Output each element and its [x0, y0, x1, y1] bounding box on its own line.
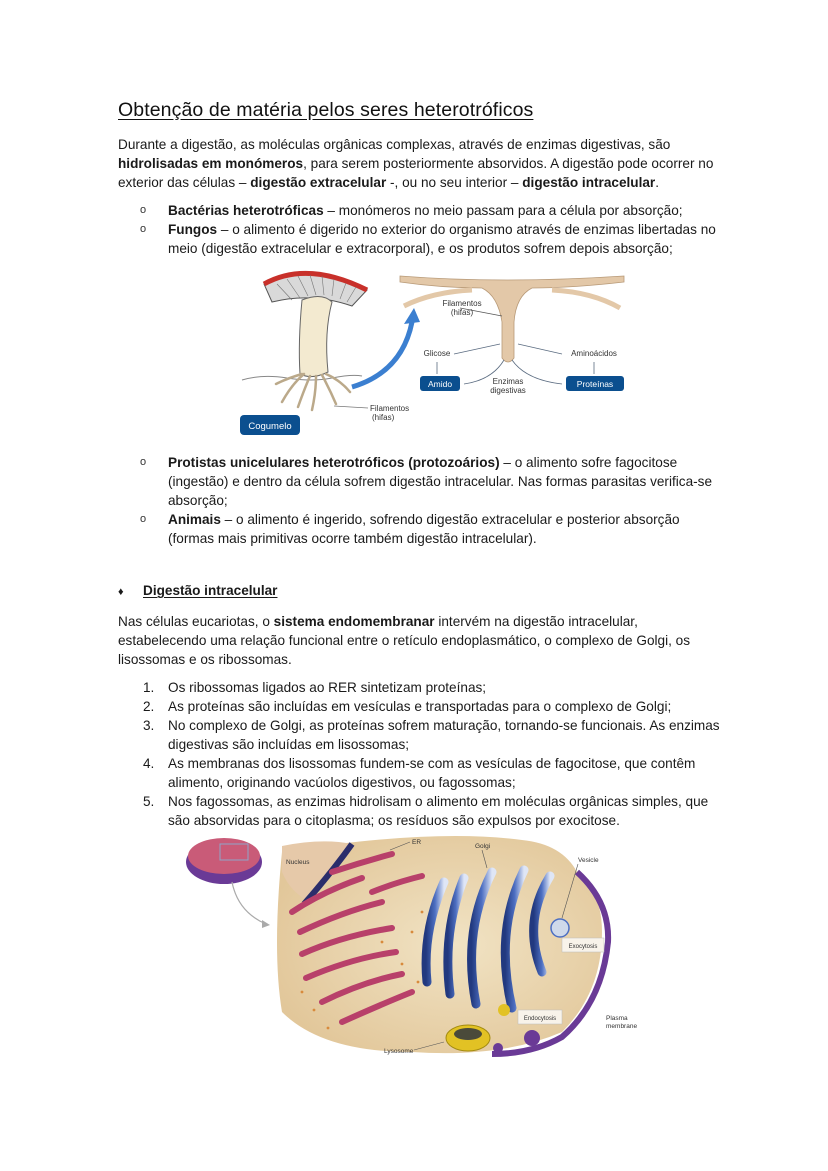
endocytosis-label: Endocytosis	[523, 1016, 557, 1022]
hifas-label: (hifas)	[372, 413, 395, 422]
step-number: 4.	[143, 756, 155, 771]
intro-text: exterior das células –	[118, 175, 251, 190]
step-text: Os ribossomas ligados ao RER sintetizam proteínas;	[168, 680, 487, 695]
endocytic-vesicle-icon	[524, 1030, 540, 1046]
list-item	[140, 220, 720, 258]
section-paragraph	[118, 612, 708, 669]
section-heading-text: Digestão intracelular	[143, 583, 278, 598]
mushroom-stem	[299, 296, 332, 376]
glicose-label: Glicose	[423, 349, 451, 358]
arrow-icon	[262, 920, 270, 928]
step-number: 5.	[143, 794, 155, 809]
intro-text: -, ou no seu interior –	[386, 175, 523, 190]
digestivas-label: digestivas	[490, 386, 526, 395]
membrane-label: membrane	[606, 1023, 638, 1030]
small-lysosome-icon	[498, 1004, 510, 1016]
list-item	[140, 510, 720, 548]
list-item	[140, 453, 720, 510]
bullet-circle-icon: o	[140, 204, 147, 216]
step-text: No complexo de Golgi, as proteínas sofrem maturação, tornando-se funcionais. As enzimas digestivas são incluídas em lisossomas;	[168, 718, 720, 752]
diamond-bullet-icon: ♦	[118, 586, 124, 598]
nucleus-label: Nucleus	[286, 859, 310, 866]
proteinas-label: Proteínas	[576, 379, 614, 389]
aminoacidos-label: Aminoácidos	[571, 349, 617, 358]
bullet-circle-icon: o	[140, 456, 147, 468]
bullet-circle-icon: o	[140, 223, 147, 235]
exocytosis-label: Exocytosis	[568, 944, 598, 950]
lysosome-label: Lysosome	[384, 1048, 414, 1055]
intro-text: , para serem posteriormente absorvidos. A digestão pode ocorrer no	[303, 156, 714, 171]
organism-list-2	[140, 453, 720, 548]
arrow-icon	[404, 308, 420, 324]
page-title: Obtenção de matéria pelos seres heterotróficos	[118, 99, 534, 121]
hifas-top-label: (hifas)	[450, 308, 474, 317]
intro-text: .	[655, 175, 659, 190]
list-item	[140, 716, 720, 754]
list-item	[140, 697, 720, 716]
plasma-label: Plasma	[606, 1015, 628, 1022]
list-item	[140, 792, 720, 830]
intro-bold-hidrolisadas: hidrolisadas em monómeros	[118, 156, 304, 171]
amido-label: Amido	[427, 379, 453, 389]
section-bold: sistema endomembranar	[273, 614, 435, 629]
cogumelo-label: Cogumelo	[248, 421, 292, 432]
vesicle-label: Vesicle	[578, 857, 599, 864]
organism-list-1	[140, 201, 720, 258]
step-number: 1.	[143, 680, 155, 695]
section-heading	[118, 583, 277, 598]
intro-paragraph	[118, 135, 718, 192]
golgi-label: Golgi	[475, 843, 491, 850]
step-number: 2.	[143, 699, 155, 714]
step-number: 3.	[143, 718, 155, 733]
fungus-digestion-figure	[232, 262, 632, 442]
steps-list	[140, 678, 720, 830]
intro-text: Durante a digestão, as moléculas orgânicas complexas, através de enzimas digestivas, são	[118, 137, 671, 152]
intro-bold-extracelular: digestão extracelular	[250, 175, 387, 190]
item-bold: Bactérias heterotróficas	[168, 203, 324, 218]
item-bold: Fungos	[168, 222, 218, 237]
item-text: – o alimento sofre fagocitose (ingestão) e dentro da célula sofrem digestão intracelular. Nas formas parasitas verifica-se absorção;	[168, 455, 713, 508]
item-bold: Protistas unicelulares heterotróficos (protozoários)	[168, 455, 500, 470]
step-text: As proteínas são incluídas em vesículas e transportadas para o complexo de Golgi;	[168, 699, 672, 714]
item-bold: Animais	[168, 512, 221, 527]
bullet-circle-icon: o	[140, 513, 147, 525]
er-label: ER	[412, 839, 422, 846]
list-item	[140, 754, 720, 792]
phagosome-icon	[493, 1043, 503, 1053]
list-item	[140, 201, 720, 220]
section-text: Nas células eucariotas, o	[118, 614, 274, 629]
step-text: Nos fagossomas, as enzimas hidrolisam o alimento em moléculas orgânicas simples, que são absorvidas para o citoplasma; os resíduos são expulsos por exocitose.	[168, 794, 709, 828]
filamentos-label: Filamentos	[370, 404, 410, 413]
item-text: – o alimento é ingerido, sofrendo digestão extracelular e posterior absorção (formas mais primitivas ocorre também digestão intracelular).	[168, 512, 680, 546]
endomembrane-system-figure	[182, 832, 650, 1058]
vesicle-icon	[551, 919, 569, 937]
filamentos-top-label: Filamentos	[442, 299, 482, 308]
step-text: As membranas dos lisossomas fundem-se com as vesículas de fagocitose, que contêm alimento, originando vacúolos digestivos, ou fagossomas;	[168, 756, 696, 790]
list-item	[140, 678, 720, 697]
enzimas-label: Enzimas	[492, 377, 524, 386]
item-text: – monómeros no meio passam para a célula por absorção;	[323, 203, 683, 218]
section-text: intervém na digestão intracelular, estabelecendo uma relação funcional entre o retículo endoplasmático, o complexo de Golgi, os lisossomas e os ribossomas.	[118, 614, 691, 667]
item-text: – o alimento é digerido no exterior do organismo através de enzimas libertadas no meio (digestão extracelular e extracorporal), e os produtos sofrem depois absorção;	[168, 222, 716, 256]
intro-bold-intracelular: digestão intracelular	[522, 175, 656, 190]
